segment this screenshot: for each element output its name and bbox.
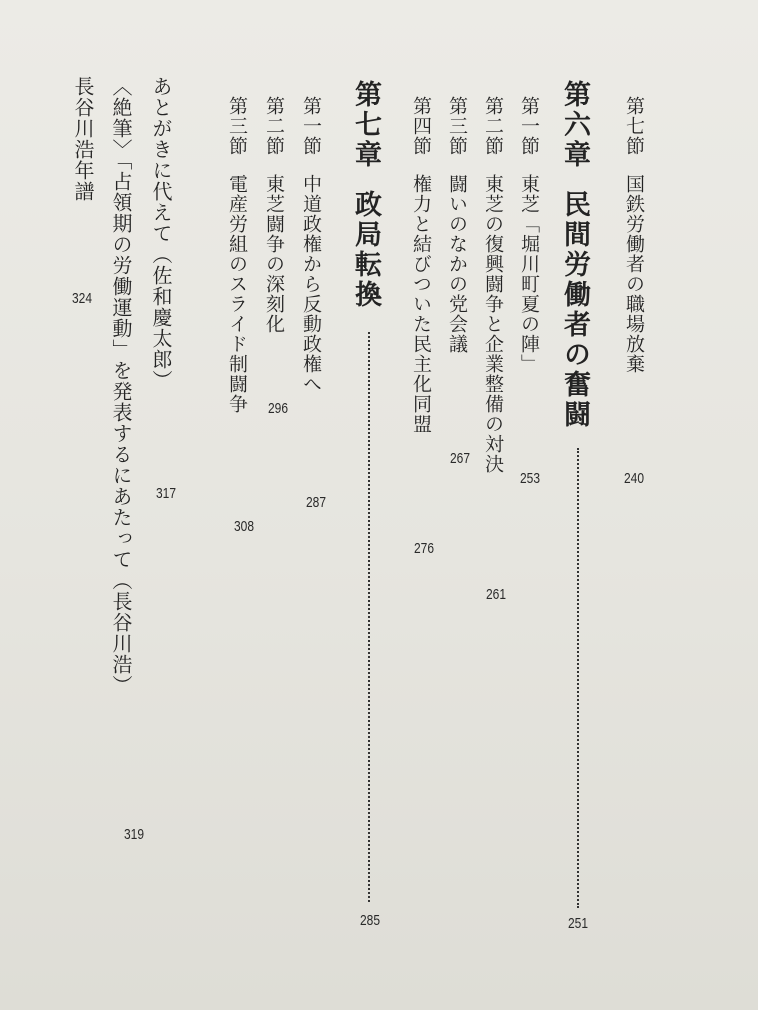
toc-entry-section xyxy=(411,96,430,434)
chapter-label: 第六章 xyxy=(559,80,590,170)
page-number: 324 xyxy=(72,290,93,307)
section-title: 国鉄労働者の職場放棄 xyxy=(623,174,645,374)
section-title: 権力と結びついた民主化同盟 xyxy=(410,174,432,434)
section-label: 第一節 xyxy=(300,96,322,156)
page-number: 261 xyxy=(486,586,507,603)
section-label: 第四節 xyxy=(410,96,432,156)
toc-entry-section xyxy=(483,96,502,474)
section-title: 電産労組のスライド制闘争 xyxy=(226,174,248,414)
section-label: 第七節 xyxy=(623,96,645,156)
chapter-label: 第七章 xyxy=(350,80,381,170)
appendix-title: 長谷川浩年譜 xyxy=(71,76,95,202)
section-title: 東芝「堀川町夏の陣」 xyxy=(518,174,540,374)
section-title: 闘いのなかの党会議 xyxy=(446,174,468,354)
toc-entry-section xyxy=(519,96,538,374)
toc-entry-section xyxy=(227,96,246,414)
leader-dots xyxy=(577,448,579,908)
section-label: 第一節 xyxy=(518,96,540,156)
toc-entry-section xyxy=(264,96,283,334)
section-title: 東芝闘争の深刻化 xyxy=(263,174,285,334)
page-number: 251 xyxy=(568,915,589,932)
toc-entry-chapter xyxy=(561,80,588,430)
section-label: 第三節 xyxy=(446,96,468,156)
page-number: 319 xyxy=(124,826,145,843)
toc-entry-chronology xyxy=(73,76,93,202)
toc-entry-afterword xyxy=(151,76,171,391)
toc-entry-last-writing xyxy=(111,76,131,696)
page-number: 317 xyxy=(156,485,177,502)
appendix-title: 〈絶筆〉「占領期の労働運動」を発表するにあたって（長谷川浩） xyxy=(109,76,133,696)
chapter-title: 民間労働者の奮闘 xyxy=(559,190,590,430)
toc-entry-chapter xyxy=(352,80,379,310)
toc-entry-section xyxy=(624,96,643,374)
page-number: 253 xyxy=(520,470,541,487)
toc-entry-section xyxy=(301,96,320,394)
page-number: 296 xyxy=(268,400,289,417)
section-label: 第三節 xyxy=(226,96,248,156)
appendix-title: あとがきに代えて（佐和慶太郎） xyxy=(149,76,173,391)
section-label: 第二節 xyxy=(482,96,504,156)
chapter-title: 政局転換 xyxy=(350,190,381,310)
page-number: 285 xyxy=(360,912,381,929)
toc-entry-section xyxy=(447,96,466,354)
section-title: 中道政権から反動政権へ xyxy=(300,174,322,394)
page-number: 267 xyxy=(450,450,471,467)
section-title: 東芝の復興闘争と企業整備の対決 xyxy=(482,174,504,474)
page-number: 276 xyxy=(414,540,435,557)
page-number: 308 xyxy=(234,518,255,535)
page-number: 240 xyxy=(624,470,645,487)
leader-dots xyxy=(368,332,370,902)
page-number: 287 xyxy=(306,494,327,511)
section-label: 第二節 xyxy=(263,96,285,156)
